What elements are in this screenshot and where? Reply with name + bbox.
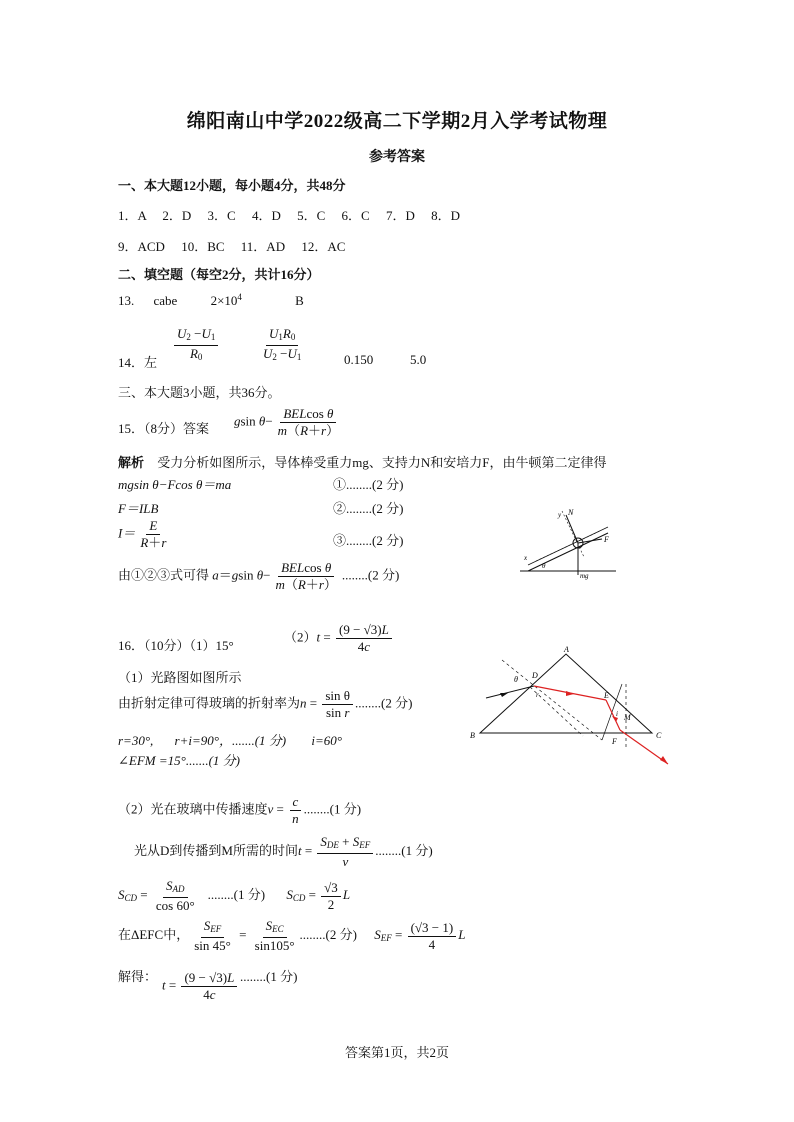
q16-line-2: 由折射定律可得玻璃的折射率为n = $\frac{\text{sin θ}}{\text{sin r}}$ ........(2 分) <box>118 688 413 720</box>
q16-line-3: r=30°, r+i=90°，.......(1 分) i=60° <box>118 733 342 748</box>
q15-head: 15．（8分）答案 <box>118 421 210 436</box>
q16-answer-2: （2）t = $\frac{(9 - √3)L}{4c}$ <box>284 622 394 655</box>
q15-answer-formula: gsin θ− $\frac{\text{BELcos θ}}{m(R+r)}$ <box>234 406 340 438</box>
q15-eq3: I＝ $\frac{E}{R+r}$ <box>118 518 167 550</box>
q14-label: 14．左 <box>118 355 158 370</box>
q15-mark2: ②........(2 分) <box>333 501 404 516</box>
section1-heading: 一、本大题12小题，每小题4分，共48分 <box>118 178 346 193</box>
q16-result: t = $\frac{(9 - √3)L}{4c}$ <box>162 970 239 1003</box>
q15-force-diagram <box>518 505 618 580</box>
q16-head: 16．（10分）（1）15° <box>118 638 234 653</box>
svg-text:y: y <box>558 511 562 519</box>
svg-text:θ: θ <box>542 562 546 570</box>
q13-line: 13. cabe $2\times 10^4$ B <box>118 292 304 308</box>
q16-part2-speed: （2）光在玻璃中传播速度v = $\frac{c}{n}$ ........(1 分) <box>118 794 362 826</box>
q15-mark3: ③........(2 分) <box>333 533 404 548</box>
svg-text:B: B <box>470 731 475 740</box>
svg-text:θ: θ <box>514 675 518 684</box>
q15-eq1: mgsin θ−Fcos θ＝ma <box>118 477 232 492</box>
q14-fraction-2: $\frac{U1R0}{U2 -U1}$ <box>263 326 302 362</box>
q16-result-mark: ........(1 分) <box>240 969 298 984</box>
q15-mark1: ①........(2 分) <box>333 477 404 492</box>
svg-text:F: F <box>604 535 609 544</box>
q16-line-4: ∠EFM =15°.......(1 分) <box>118 753 240 768</box>
svg-text:F: F <box>612 737 617 746</box>
q16-part2-scd: SCD = $\frac{\text{SAD}}{\cos 60^\circ}$ ........(1 分) SCD = $\frac{√3}{2}$ L <box>118 878 351 913</box>
svg-text:E: E <box>604 691 609 700</box>
section3-heading: 三、本大题3小题，共36分。 <box>118 385 281 400</box>
svg-text:i: i <box>616 710 618 718</box>
page-title: 绵阳南山中学2022级高二下学期2月入学考试物理 <box>186 111 608 132</box>
q15-analysis: 解析 受力分析如图所示，导体棒受重力mg、支持力N和安培力F，由牛顿第二定律得 <box>118 455 607 470</box>
q16-part2-time: 光从D到传播到M所需的时间t = $\frac{\text{SDE + SEF}}{v}$ ........(1 分) <box>134 834 433 869</box>
svg-text:mg: mg <box>580 572 589 580</box>
svg-text:D: D <box>532 671 538 680</box>
svg-text:A: A <box>564 645 569 654</box>
q16-part2-triangle: 在ΔEFC中， $\frac{\text{SEF}}{\sin 45^\circ}$ = $\frac{\text{SEC}}{\sin 105^\circ}$ ........(2 分) SEF = $\frac{(√3 - 1)}{4}$ L <box>118 918 466 953</box>
page-footer: 答案第1页，共2页 <box>344 1045 449 1060</box>
page-subtitle: 参考答案 <box>369 150 425 165</box>
svg-text:M: M <box>624 713 631 722</box>
q15-eq2: F＝ILB <box>118 501 159 516</box>
q15-conclusion: 由①②③式可得 a＝gsin θ− $\frac{\text{BELcos θ}}{m(R+r)}$ ........(2 分) <box>118 560 400 592</box>
q16-result-label: 解得： <box>118 969 158 984</box>
q16-line-1: （1）光路图如图所示 <box>118 670 242 685</box>
svg-text:r: r <box>536 691 539 699</box>
answers-row-2: 9．ACD 10．BC 11．AD 12．AC <box>118 239 346 254</box>
q16-prism-diagram <box>466 642 674 772</box>
q14-value-1: 0.150 <box>344 352 374 367</box>
svg-text:x: x <box>524 554 528 562</box>
answers-row-1: 1．A 2．D 3．C 4．D 5．C 6．C 7．D 8．D <box>118 208 460 223</box>
q14-fraction-1: $\frac{U2 -U1}{R0}$ <box>172 326 220 365</box>
svg-text:C: C <box>656 731 662 740</box>
section2-heading: 二、填空题（每空2分，共计16分） <box>118 267 320 282</box>
svg-text:N: N <box>568 508 574 517</box>
q14-value-2: 5.0 <box>410 352 427 367</box>
